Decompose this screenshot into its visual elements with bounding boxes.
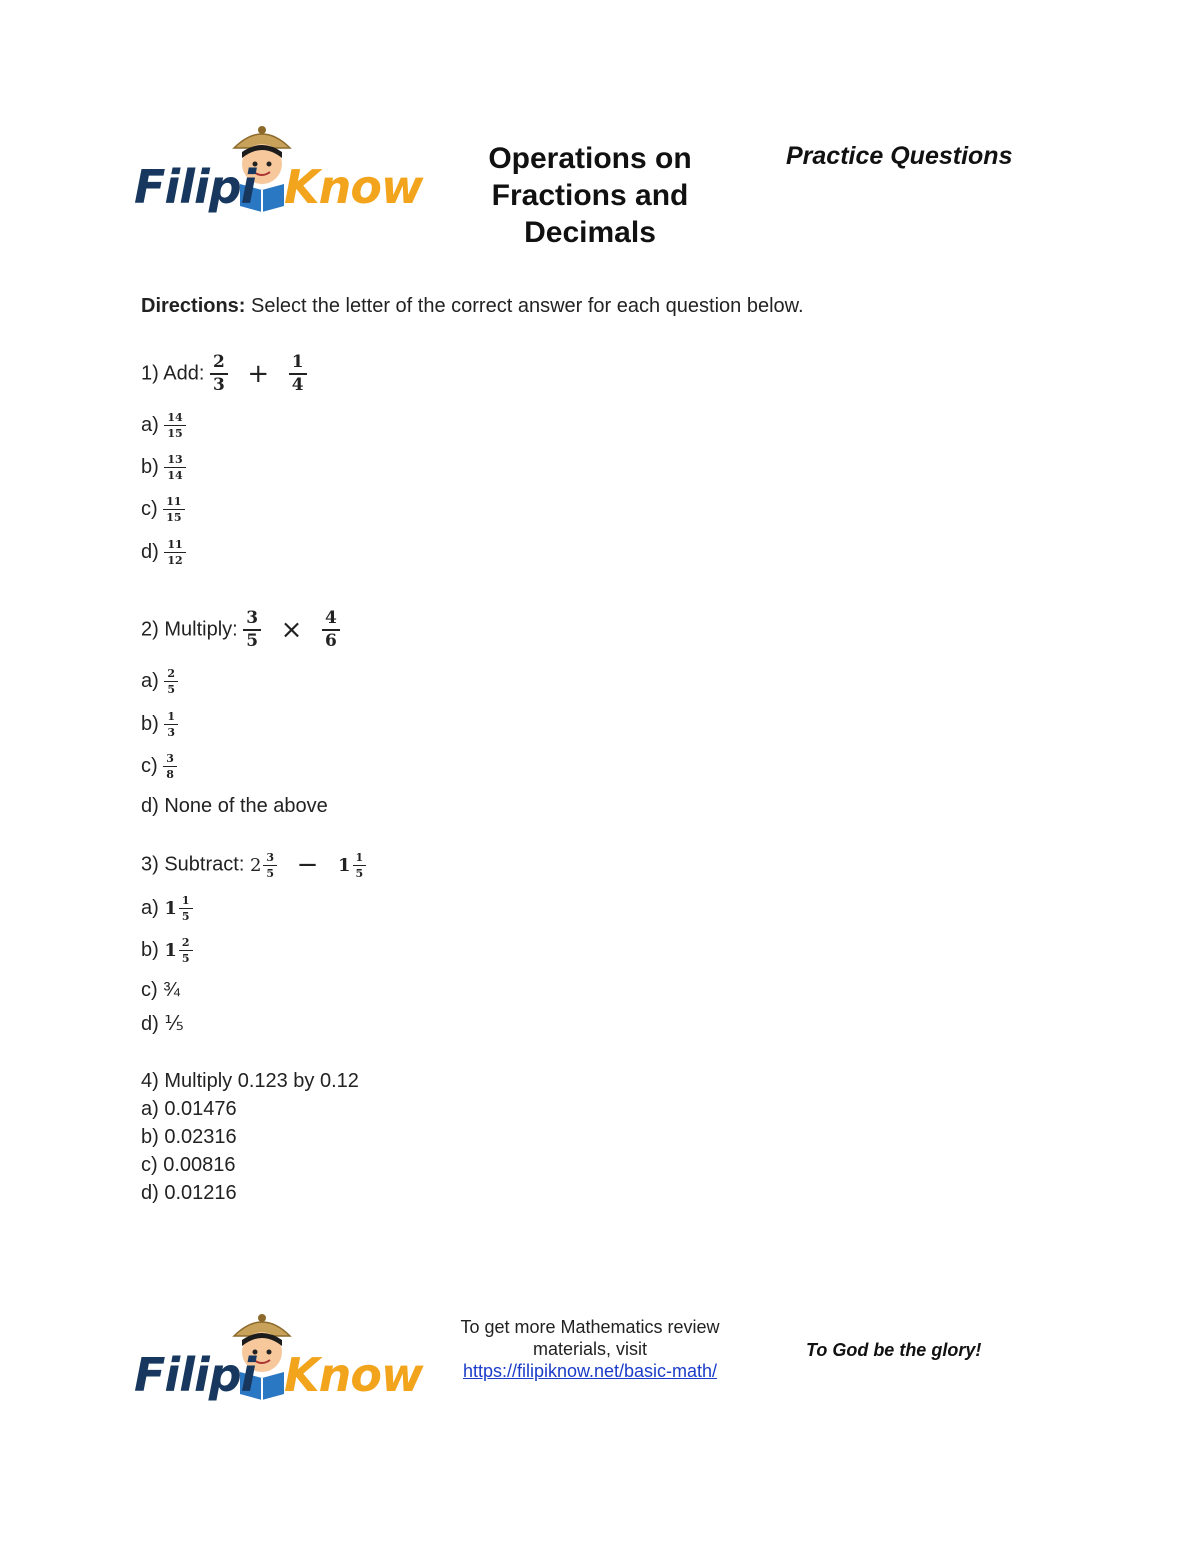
denominator: 5 [246,631,259,651]
numerator: 3 [243,610,261,631]
question-1-prefix: 1) Add: [141,362,210,385]
numerator: 1 [179,895,193,909]
choice-letter: b) [141,456,165,478]
footer-line: To get more Mathematics review [460,1317,720,1337]
choice[interactable] [141,539,186,566]
question-3-prefix: 3) Subtract: [141,853,250,876]
choice-letter: a) [141,897,165,919]
choice[interactable]: b) 0.02316 [141,1126,237,1148]
question-4: 4) Multiply 0.123 by 0.12 [141,1070,359,1092]
fraction [353,852,367,879]
denominator: 5 [181,910,190,923]
whole-number: 1 [164,898,177,919]
denominator: 3 [212,375,225,395]
denominator: 3 [167,726,175,739]
denominator: 12 [167,554,183,567]
fraction [179,937,193,964]
numerator: 2 [179,937,193,951]
numerator: 1 [289,354,307,375]
page-subtitle: Practice Questions [786,142,1013,170]
question-2-prefix: 2) Multiply: [141,618,244,641]
numerator: 11 [163,496,184,510]
choice[interactable] [141,412,186,439]
denominator: 14 [167,469,183,482]
logo-text-know: Know [284,160,423,214]
fraction [163,496,184,523]
fraction [163,753,177,780]
choice[interactable] [141,753,177,780]
multiply-operator: × [280,615,303,645]
numerator: 13 [164,454,185,468]
numerator: 3 [163,753,177,767]
fraction [164,539,185,566]
fraction [179,895,193,922]
choice[interactable]: d) 0.01216 [141,1182,237,1204]
footer-glory: To God be the glory! [806,1340,982,1360]
fraction [289,354,307,394]
choice[interactable] [141,496,185,523]
directions-label: Directions: [141,295,246,317]
choice-letter: b) [141,939,165,961]
choice-letter: a) [141,670,165,692]
basic-math-link[interactable]: https://filipiknow.net/basic-math/ [462,1361,718,1381]
fraction [210,354,228,394]
filipiknow-logo-top [134,124,423,224]
filipiknow-logo-bottom [134,1312,423,1412]
fraction [322,610,340,650]
choice[interactable]: c) 0.00816 [141,1154,236,1176]
numerator: 1 [353,852,367,866]
logo-text-filipi: Filipi [134,160,256,214]
numerator: 14 [164,412,185,426]
title-line: Fractions and [491,179,689,212]
fraction [164,454,185,481]
question-1 [141,354,307,394]
choice[interactable]: d) ⅕ [141,1013,184,1035]
question-2 [141,610,340,650]
directions [141,295,804,318]
denominator: 5 [355,866,364,880]
denominator: 8 [166,768,174,781]
choice-letter: b) [141,713,165,735]
footer-line: materials, visit [532,1339,648,1359]
denominator: 15 [166,511,182,524]
fraction [243,610,261,650]
title-line: Decimals [524,216,656,249]
numerator: 11 [164,539,185,553]
choice[interactable] [141,895,193,922]
denominator: 5 [181,952,190,965]
numerator: 3 [263,852,277,866]
minus-operator: − [296,850,319,880]
denominator: 15 [167,427,183,440]
choice[interactable] [141,454,186,481]
denominator: 6 [325,631,337,651]
numerator: 2 [210,354,228,375]
logo-text-know: Know [284,1348,423,1402]
choice-letter: c) [141,755,164,777]
choice[interactable] [141,937,193,964]
choice-letter: a) [141,414,165,436]
question-3 [141,850,366,880]
plus-operator: + [247,359,270,389]
fraction [164,412,185,439]
title-line: Operations on [488,142,692,175]
choice-letter: d) [141,541,165,563]
denominator: 5 [266,866,275,880]
whole-number: 1 [164,940,177,961]
choice[interactable] [141,668,178,695]
choice[interactable]: c) ¾ [141,979,180,1001]
numerator: 2 [164,668,178,682]
whole-number: 1 [337,854,351,876]
fraction [164,668,178,695]
numerator: 1 [164,711,178,725]
choice[interactable] [141,711,178,738]
page-title [440,140,740,251]
numerator: 4 [322,610,340,631]
denominator: 5 [167,683,175,696]
choice[interactable]: a) 0.01476 [141,1098,237,1120]
denominator: 4 [291,375,304,395]
directions-text: Select the letter of the correct answer for each question below. [245,295,804,317]
choice-letter: c) [141,498,164,520]
choice[interactable]: d) None of the above [141,795,328,817]
fraction [263,852,277,879]
footer-note [440,1316,740,1382]
logo-text-filipi: Filipi [134,1348,256,1402]
fraction [164,711,178,738]
whole-number: 2 [249,854,262,876]
